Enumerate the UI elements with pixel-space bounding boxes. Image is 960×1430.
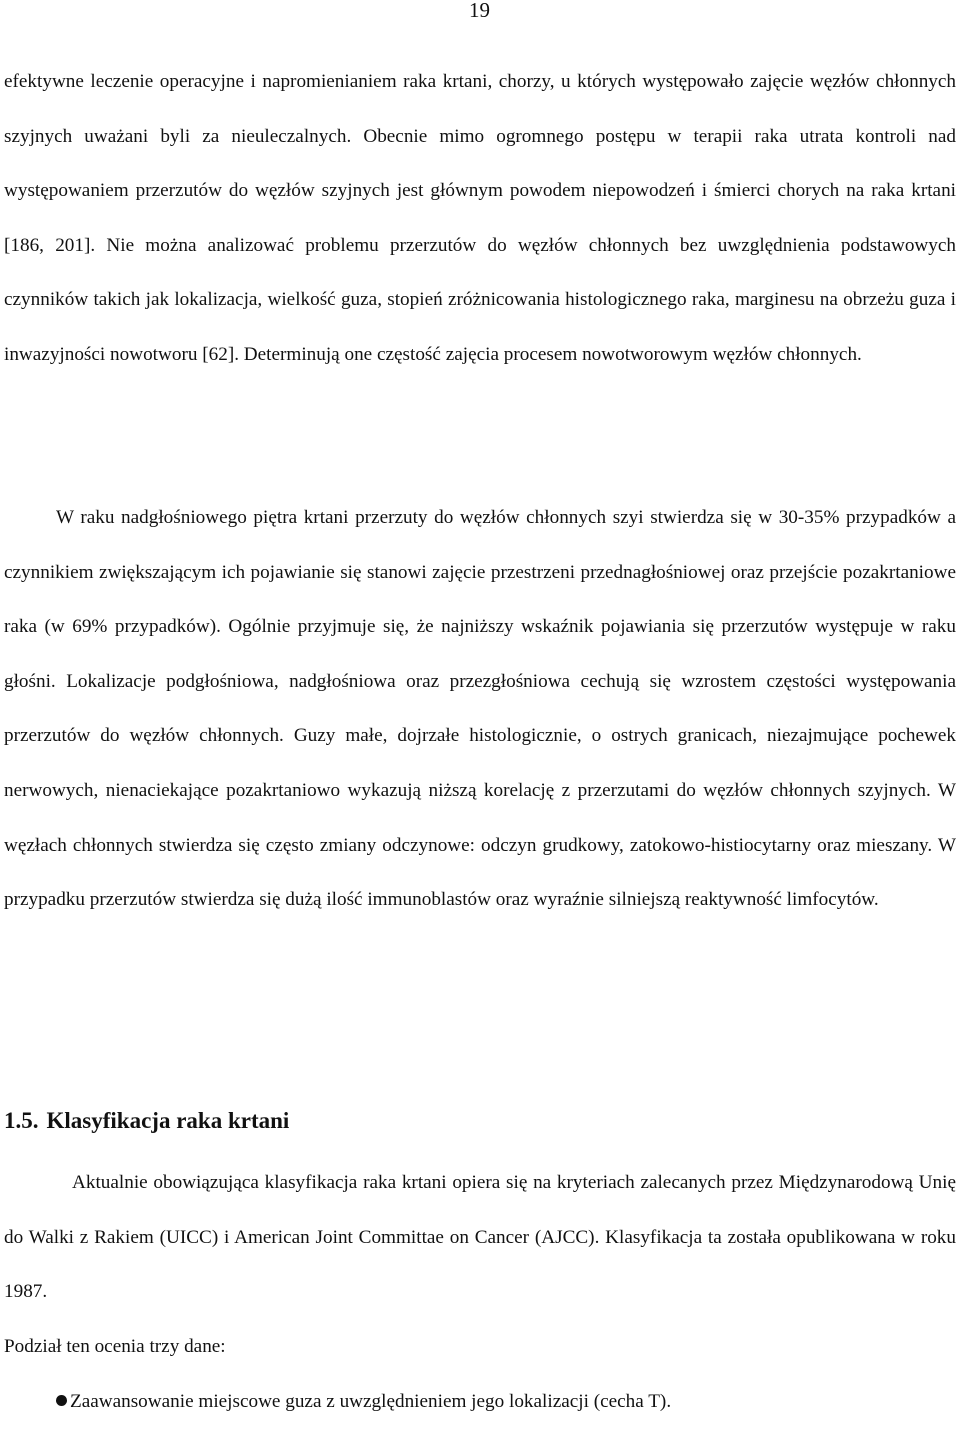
paragraph-classification-criteria: Podział ten ocenia trzy dane:: [4, 1336, 226, 1357]
paragraph-classification-intro: Aktualnie obowiązująca klasyfikacja raka krtani opiera się na kryteriach zalecanych przez Międzynarodową Unię do Walki z Rakiem (UICC) i American Joint Committae on Cancer (AJCC). Klasyfikacja ta została opublikowana w roku 1987.: [4, 1172, 956, 1303]
paragraph-lymph-node-metastasis: efektywne leczenie operacyjne i napromienianiem raka krtani, chorzy, u których występowało zajęcie węzłów chłonnych szyjnych uważani byli za nieuleczalnych. Obecnie mimo ogromnego postępu w terapii raka utrata kontroli nad występowaniem przerzutów do węzłów szyjnych jest głównym powodem niepowodzeń i śmierci chorych na raka krtani [186, 201]. Nie można analizować problemu przerzutów do węzłów chłonnych bez uwzględnienia podstawowych czynników takich jak lokalizacja, wielkość guza, stopień zróżnicowania histologicznego raka, marginesu na obrzeżu guza i inwazyjności nowotworu [62]. Determinują one częstość zajęcia procesem nowotworowym węzłów chłonnych.: [4, 71, 956, 365]
section-number: 1.5.: [4, 1108, 39, 1133]
page-number: 19: [469, 0, 490, 22]
bullet-icon: [56, 1395, 67, 1406]
list-item: [4, 1375, 671, 1430]
list-item-text: Zaawansowanie miejscowe guza z uwzględnieniem jego lokalizacji (cecha T).: [70, 1391, 672, 1412]
section-title: Klasyfikacja raka krtani: [46, 1108, 290, 1133]
section-heading: [4, 1103, 289, 1139]
paragraph-supraglottic-metastasis: W raku nadgłośniowego piętra krtani przerzuty do węzłów chłonnych szyi stwierdza się w 30-35% przypadków a czynnikiem zwiększającym ich pojawianie się stanowi zajęcie przestrzeni przednagłośniowej oraz przejście pozakrtaniowe raka (w 69% przypadków). Ogólnie przyjmuje się, że najniższy wskaźnik pojawiania się przerzutów występuje w raku głośni. Lokalizacje podgłośniowa, nadgłośniowa oraz przezgłośniowa cechują się wzrostem częstości występowania przerzutów do węzłów chłonnych. Guzy małe, dojrzałe histologicznie, o ostrych granicach, niezajmujące pochewek nerwowych, nienaciekające pozakrtaniowo wykazują niższą korelację z przerzutami do węzłów chłonnych szyjnych. W węzłach chłonnych stwierdza się często zmiany odczynowe: odczyn grudkowy, zatokowo-histiocytarny oraz mieszany. W przypadku przerzutów stwierdza się dużą ilość immunoblastów oraz wyraźnie silniejszą reaktywność limfocytów.: [4, 507, 956, 911]
